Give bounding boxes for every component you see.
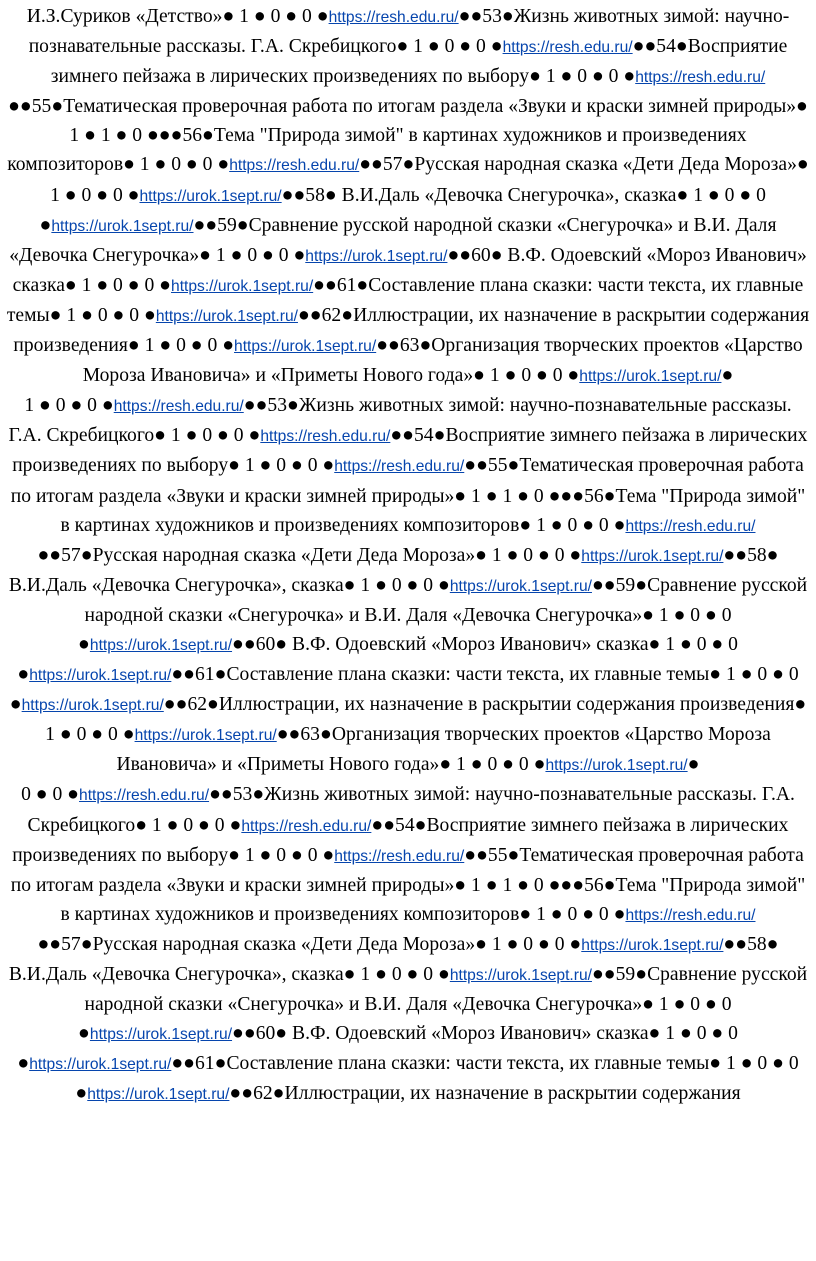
- resource-link[interactable]: https://urok.1sept.ru/: [21, 697, 164, 715]
- lesson-text: ●●59●Сравнение русской народной сказки «Снегурочка» и В.И. Даля «Девочка Снегурочка»● 1 ● 0 ● 0 ●: [78, 574, 808, 655]
- lesson-text: ●●63●Организация творческих проектов «Царство Мороза Ивановича» и «Приметы Нового года»● 1 ● 0 ● 0 ●: [116, 724, 771, 776]
- lesson-text: ●●60● В.Ф. Одоевский «Мороз Иванович» сказка● 1 ● 0 ● 0 ●: [17, 633, 738, 686]
- lesson-text: ●●53●Жизнь животных зимой: научно-познавательные рассказы. Г.А. Скребицкого● 1 ● 0 ● 0 ●: [8, 395, 792, 447]
- lesson-text: ●●55●Тематическая проверочная работа по итогам раздела «Звуки и краски зимней природы»● 1 ● 1 ● 0 ●●●56●Тема "Природа зимой" в картинах художников и произведениях композиторов● 1 ● 0 ● 0 ●: [10, 844, 806, 925]
- resource-link[interactable]: https://urok.1sept.ru/: [545, 757, 688, 775]
- resource-link[interactable]: https://urok.1sept.ru/: [449, 577, 592, 595]
- resource-link[interactable]: https://urok.1sept.ru/: [449, 967, 592, 984]
- lesson-text: ●●61●Составление плана сказки: части текста, их главные темы● 1 ● 0 ● 0 ●: [6, 274, 804, 326]
- lesson-text: ●●54●Восприятие зимнего пейзажа в лирических произведениях по выбору● 1 ● 0 ● 0 ●: [12, 814, 789, 866]
- resource-link[interactable]: https://urok.1sept.ru/: [29, 667, 172, 685]
- resource-link[interactable]: https://resh.edu.ru/: [241, 817, 372, 835]
- resource-link[interactable]: https://urok.1sept.ru/: [87, 1086, 230, 1104]
- resource-link[interactable]: https://urok.1sept.ru/: [579, 368, 722, 386]
- lesson-text: ●●53●Жизнь животных зимой: научно-познавательные рассказы. Г.А. Скребицкого● 1 ● 0 ● 0 ●: [28, 6, 790, 58]
- resource-link[interactable]: https://resh.edu.ru/: [502, 39, 633, 57]
- resource-link[interactable]: https://urok.1sept.ru/: [89, 1026, 233, 1044]
- lesson-text: ●●60● В.Ф. Одоевский «Мороз Иванович» сказка● 1 ● 0 ● 0 ●: [17, 1023, 738, 1075]
- lesson-text: 1 ● 0 ● 0 ●: [24, 395, 114, 417]
- lesson-list-paragraph: [6, 780, 810, 1109]
- lesson-text: ●●57●Русская народная сказка «Дети Деда Мороза»● 1 ● 0 ● 0 ●: [37, 544, 582, 566]
- resource-link[interactable]: https://resh.edu.ru/: [635, 69, 766, 87]
- lesson-text: ●●58● В.И.Даль «Девочка Снегурочка», сказка● 1 ● 0 ● 0 ●: [8, 544, 779, 596]
- lesson-text: ●●57●Русская народная сказка «Дети Деда Мороза»● 1 ● 0 ● 0 ●: [37, 933, 582, 955]
- resource-link[interactable]: https://resh.edu.ru/: [229, 157, 360, 175]
- resource-link[interactable]: https://urok.1sept.ru/: [51, 217, 194, 235]
- resource-link[interactable]: https://urok.1sept.ru/: [581, 936, 724, 954]
- lesson-text: ●●54●Восприятие зимнего пейзажа в лирических произведениях по выбору● 1 ● 0 ● 0 ●: [12, 425, 808, 477]
- lesson-text: ●●54●Восприятие зимнего пейзажа в лирических произведениях по выбору● 1 ● 0 ● 0 ●: [50, 36, 788, 88]
- resource-link[interactable]: https://urok.1sept.ru/: [89, 636, 233, 654]
- lesson-text: ●●59●Сравнение русской народной сказки «Снегурочка» и В.И. Даля «Девочка Снегурочка»● 1 ● 0 ● 0 ●: [9, 214, 777, 266]
- lesson-text: ●●61●Составление плана сказки: части текста, их главные темы● 1 ● 0 ● 0 ●: [9, 664, 799, 716]
- resource-link[interactable]: https://urok.1sept.ru/: [305, 247, 448, 265]
- resource-link[interactable]: https://urok.1sept.ru/: [171, 277, 314, 295]
- resource-link[interactable]: https://urok.1sept.ru/: [155, 307, 298, 325]
- lesson-list-paragraph: [6, 2, 810, 391]
- resource-link[interactable]: https://resh.edu.ru/: [260, 428, 391, 446]
- lesson-text: 0 ● 0 ●: [21, 784, 80, 806]
- lesson-text: ●●63●Организация творческих проектов «Царство Мороза Ивановича» и «Приметы Нового года»● 1 ● 0 ● 0 ●: [82, 335, 803, 387]
- lesson-text: ●●53●Жизнь животных зимой: научно-познавательные рассказы. Г.А. Скребицкого● 1 ● 0 ● 0 ●: [27, 784, 795, 836]
- resource-link[interactable]: https://resh.edu.ru/: [334, 847, 465, 865]
- resource-link[interactable]: https://urok.1sept.ru/: [234, 338, 377, 356]
- resource-link[interactable]: https://urok.1sept.ru/: [139, 187, 282, 205]
- resource-link[interactable]: https://resh.edu.ru/: [328, 9, 459, 26]
- lesson-text: ●●55●Тематическая проверочная работа по итогам раздела «Звуки и краски зимней природы»● 1 ● 1 ● 0 ●●●56●Тема "Природа зимой" в картинах художников и произведениях композиторов● 1 ● 0 ● 0 ●: [10, 455, 806, 536]
- lesson-text: ●●62●Иллюстрации, их назначение в раскрытии содержания произведения● 1 ● 0 ● 0 ●: [45, 694, 807, 746]
- lesson-text: ●●55●Тематическая проверочная работа по итогам раздела «Звуки и краски зимней природы»● 1 ● 1 ● 0 ●●●56●Тема "Природа зимой" в картинах художников и произведениях композиторов● 1 ● 0 ● 0 ●: [7, 96, 808, 176]
- lesson-text: И.З.Суриков «Детство»● 1 ● 0 ● 0 ●: [26, 6, 329, 27]
- lesson-text: ●: [721, 365, 734, 387]
- lesson-text: ●●58● В.И.Даль «Девочка Снегурочка», сказка● 1 ● 0 ● 0 ●: [8, 933, 779, 985]
- lesson-text: ●●61●Составление плана сказки: части текста, их главные темы● 1 ● 0 ● 0 ●: [75, 1053, 799, 1105]
- lesson-text: ●●62●Иллюстрации, их назначение в раскрытии содержания произведения● 1 ● 0 ● 0 ●: [13, 304, 810, 357]
- resource-link[interactable]: https://resh.edu.ru/: [79, 787, 210, 805]
- lesson-text: ●: [687, 754, 700, 776]
- lesson-text: ●●57●Русская народная сказка «Дети Деда Мороза»● 1 ● 0 ● 0 ●: [50, 154, 809, 206]
- lesson-text: ●●62●Иллюстрации, их назначение в раскрытии содержания: [229, 1083, 741, 1105]
- resource-link[interactable]: https://urok.1sept.ru/: [29, 1056, 172, 1074]
- resource-link[interactable]: https://urok.1sept.ru/: [134, 727, 277, 745]
- resource-link[interactable]: https://urok.1sept.ru/: [581, 547, 724, 565]
- resource-link[interactable]: https://resh.edu.ru/: [625, 517, 756, 535]
- lesson-text: ●●60● В.Ф. Одоевский «Мороз Иванович» сказка● 1 ● 0 ● 0 ●: [12, 244, 807, 296]
- lesson-text: ●●59●Сравнение русской народной сказки «Снегурочка» и В.И. Даля «Девочка Снегурочка»● 1 ● 0 ● 0 ●: [78, 964, 808, 1045]
- lesson-text: ●●58● В.И.Даль «Девочка Снегурочка», сказка● 1 ● 0 ● 0 ●: [39, 184, 766, 236]
- resource-link[interactable]: https://resh.edu.ru/: [625, 906, 756, 924]
- resource-link[interactable]: https://resh.edu.ru/: [334, 458, 465, 476]
- lesson-list-paragraph: [6, 391, 810, 780]
- resource-link[interactable]: https://resh.edu.ru/: [113, 398, 244, 416]
